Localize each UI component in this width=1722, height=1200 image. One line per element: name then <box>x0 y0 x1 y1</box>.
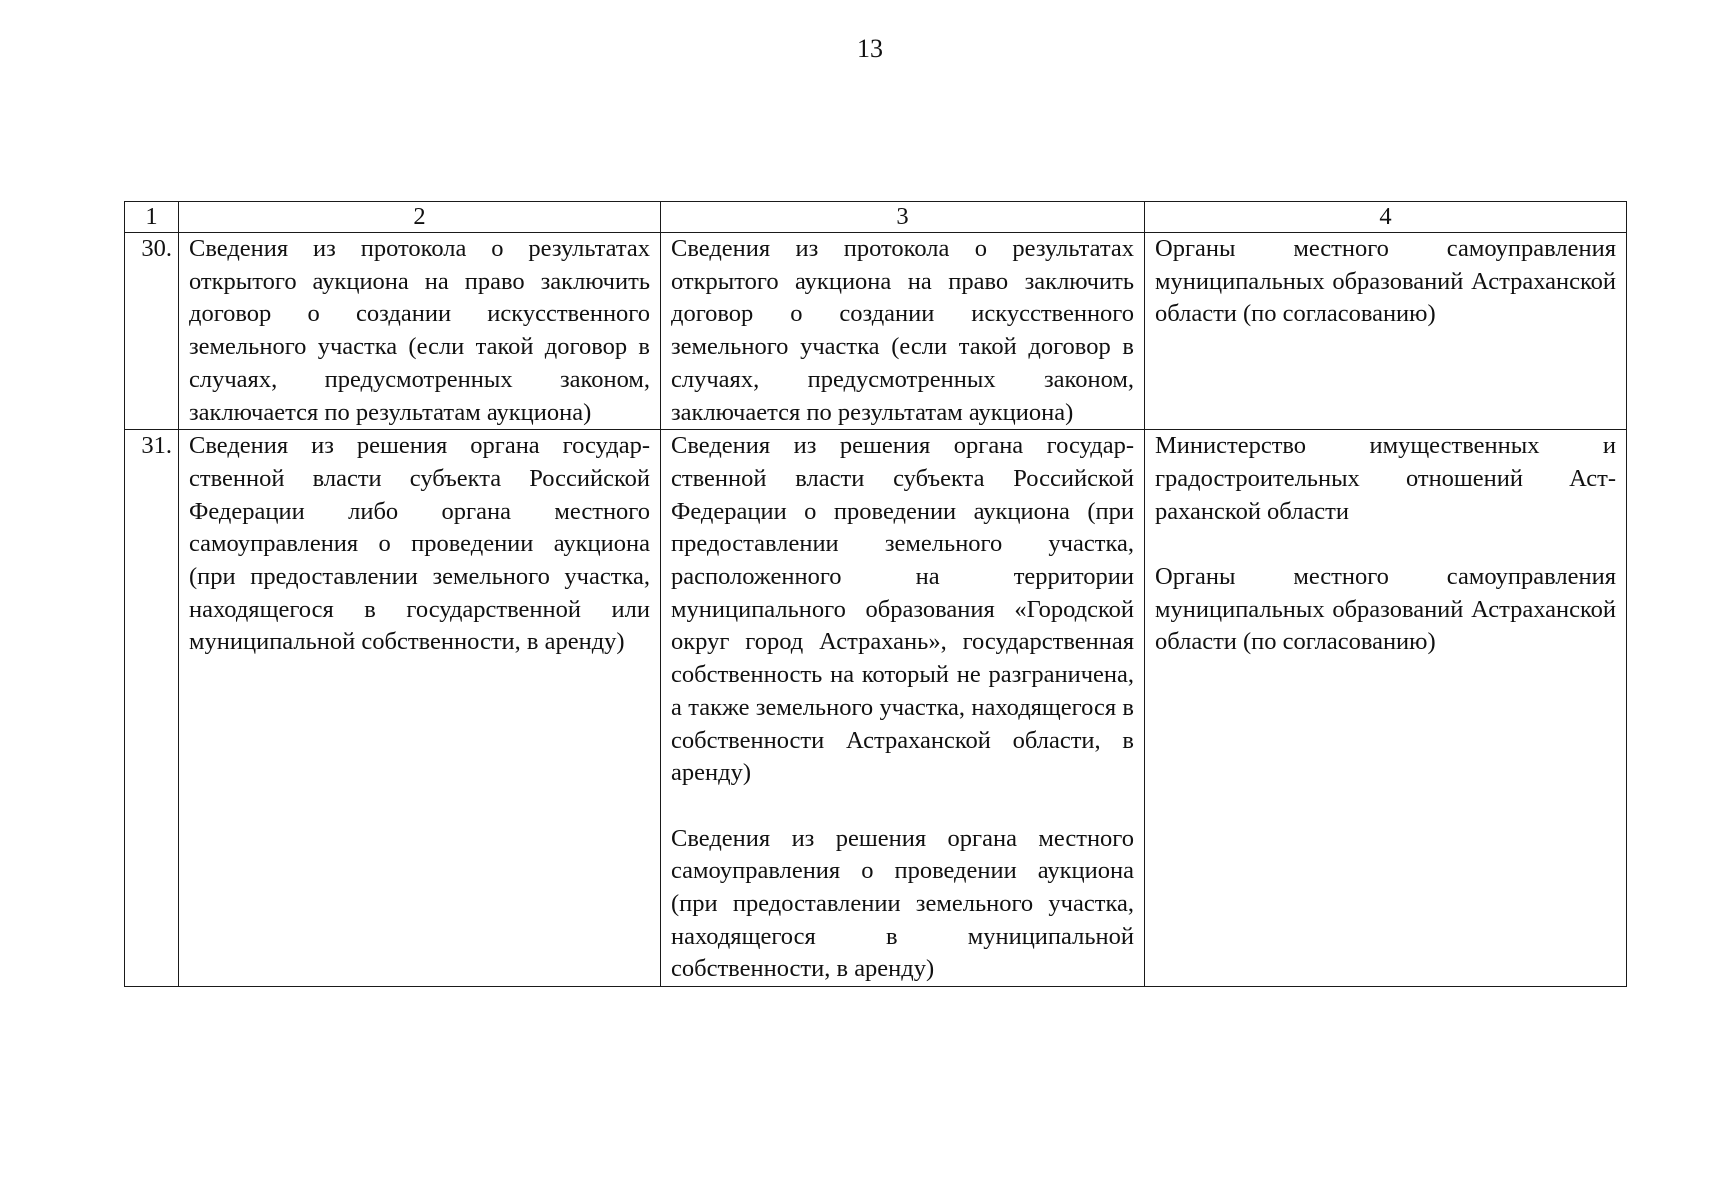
cell-paragraph: Сведения из решения органа государственной власти субъекта Российской Федерации либо органа местного самоуправления о проведении аукциона (при предоставлении земельного участка, находящегося в государственной или муниципальной собственности, в аренду) <box>189 432 650 656</box>
table-header-row <box>125 202 1627 233</box>
row-number: 30. <box>125 233 179 430</box>
cell-info-source <box>179 430 661 987</box>
column-header-3: 3 <box>661 202 1145 233</box>
row-number: 31. <box>125 430 179 987</box>
cell-paragraph: Сведения из протокола о результатах открытого аукциона на право заключить договор о создании искусственного земельного участка (если такой договор в случаях, предусмотренных законом, заключается по результатам аукциона) <box>671 235 1134 426</box>
cell-authority <box>1145 430 1627 987</box>
cell-authority <box>1145 233 1627 430</box>
page-number: 13 <box>857 34 883 63</box>
cell-paragraph: Министерство имущественных и градостроительных отношений Астраханской области <box>1155 432 1616 525</box>
cell-paragraph: Сведения из решения органа государственной власти субъекта Российской Федерации о проведении аукциона (при предоставлении земельного участка, расположенного на территории муниципального образования «Городской округ город Астрахань», государственная собственность на который не разграничена, а также земельного участка, находящегося в собственности Астраханской области, в аренду) <box>671 432 1134 787</box>
cell-info-content <box>661 233 1145 430</box>
cell-paragraph: Сведения из протокола о результатах открытого аукциона на право заключить договор о создании искусственного земельного участка (если такой договор в случаях, предусмотренных законом, заключается по результатам аукциона) <box>189 235 650 426</box>
data-table <box>124 201 1627 987</box>
table-row <box>125 233 1627 430</box>
column-header-1: 1 <box>125 202 179 233</box>
column-header-2: 2 <box>179 202 661 233</box>
cell-paragraph: Органы местного самоуправления муниципальных образований Астраханской области (по согласованию) <box>1155 563 1616 656</box>
cell-info-content <box>661 430 1145 987</box>
cell-paragraph: Сведения из решения органа местного самоуправления о проведении аукциона (при предоставлении земельного участка, находящегося в муниципальной собственности, в аренду) <box>671 824 1134 983</box>
cell-info-source <box>179 233 661 430</box>
cell-paragraph: Органы местного самоуправления муниципальных образований Астраханской области (по согласованию) <box>1155 235 1616 328</box>
column-header-4: 4 <box>1145 202 1627 233</box>
table-row <box>125 430 1627 987</box>
